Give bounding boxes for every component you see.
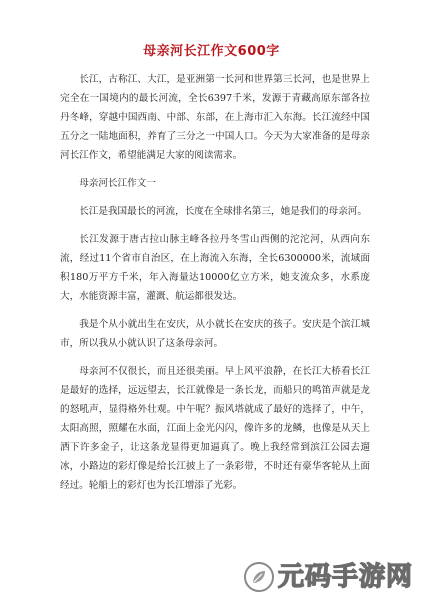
document-body <box>60 70 370 495</box>
section-heading: 母亲河长江作文一 <box>79 178 156 189</box>
leaf-icon <box>250 568 268 586</box>
paragraph: 我是个从小就出生在安庆，从小就长在安庆的孩子。安庆是个滨江城市，所以我从小就认识了这条母亲河。 <box>60 319 370 349</box>
logo-badge-icon <box>244 562 274 592</box>
watermark-text: 元码手游网 <box>277 562 413 592</box>
document-title: 母亲河长江作文600字 <box>143 44 280 59</box>
paragraph: 母亲河不仅很长，而且还很美丽。早上风平浪静，在长江大桥看长江是最好的选择，远远望去，长江就像是一条长龙，而船只的鸣笛声就是龙的怒吼声，显得格外壮观。中午呢？振风塔就成了最好的选择了，中午，太阳高照，照耀在水面，江面上金光闪闪，像许多的龙鳞，也像是从天上洒下许多金子，让这条龙显得更加逼真了。晚上我经常到滨江公园去遛冰，小路边的彩灯像是给长江披上了一条彩带，不时还有豪华客轮从上面经过。轮船上的彩灯也为长江增添了光彩。 <box>60 366 370 491</box>
paragraph: 长江是我国最长的河流，长度在全球排名第三，她是我们的母亲河。 <box>79 206 367 217</box>
paragraph-intro: 长江，古称江、大江，是亚洲第一长河和世界第三长河，也是世界上完全在一国境内的最长河流，全长6397千米，发源于青藏高原东部各拉丹冬峰，穿越中国西南、中部、东部，在上海市汇入东海。长江流经中国五分之一陆地面积，养育了三分之一中国人口。今天为大家准备的是母亲河长江作文，希望能满足大家的阅读需求。 <box>60 74 370 161</box>
site-watermark <box>244 562 413 592</box>
paragraph: 长江发源于唐古拉山脉主峰各拉丹冬雪山西侧的沱沱河，从西向东流，经过11个省市自治区，在上海流入东海，全长6300000米，流域面积180万平方千米，年入海量达10000亿立方米，她支流众多，水系庞大，水能资源丰富，灌溉、航运都很发达。 <box>60 234 370 302</box>
